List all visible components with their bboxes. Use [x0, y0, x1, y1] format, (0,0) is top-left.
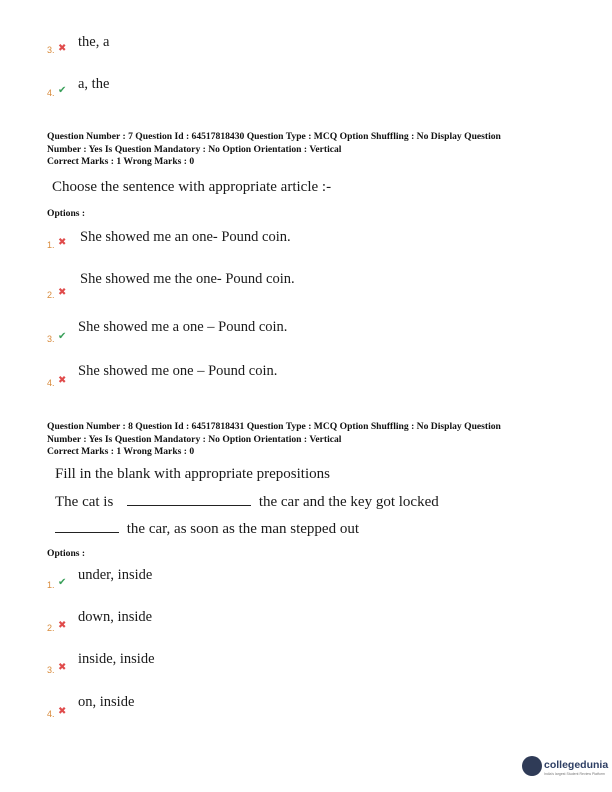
question-stem-line1: Fill in the blank with appropriate prepositions — [55, 466, 330, 482]
option-number: 1. — [47, 240, 55, 250]
option-number: 4. — [47, 709, 55, 719]
question-header — [47, 131, 567, 169]
option-text: She showed me the one- Pound coin. — [80, 271, 295, 287]
question-stem: Choose the sentence with appropriate article :- — [52, 179, 332, 195]
option-number: 2. — [47, 290, 55, 300]
wrong-icon: ✖ — [58, 620, 67, 631]
option-number: 4. — [47, 88, 55, 98]
option-text: on, inside — [78, 694, 135, 710]
option-number: 3. — [47, 665, 55, 675]
wrong-icon: ✖ — [58, 287, 67, 298]
question-stem-line2 — [55, 493, 439, 511]
question-header-line1: Question Number : 7 Question Id : 64517818430 Question Type : MCQ Option Shuffling : No Display Question — [47, 131, 501, 142]
option-text: inside, inside — [78, 651, 155, 667]
options-label: Options : — [47, 548, 86, 559]
stem-text: The cat is — [55, 494, 114, 510]
option-number: 4. — [47, 378, 55, 388]
option-number: 2. — [47, 623, 55, 633]
option-text: down, inside — [78, 609, 153, 625]
option-number: 1. — [47, 580, 55, 590]
option-number: 3. — [47, 334, 55, 344]
option-text: a, the — [78, 76, 110, 92]
collegedunia-logo — [522, 756, 608, 786]
wrong-icon: ✖ — [58, 237, 67, 248]
mascot-icon — [522, 756, 542, 776]
stem-text: the car, as soon as the man stepped out — [126, 521, 360, 537]
wrong-icon: ✖ — [58, 43, 67, 54]
question-header-line2: Number : Yes Is Question Mandatory : No Option Orientation : Vertical — [47, 433, 342, 445]
blank-line — [127, 493, 251, 506]
question-header-line2: Number : Yes Is Question Mandatory : No Option Orientation : Vertical — [47, 143, 342, 155]
option-text: under, inside — [78, 567, 153, 583]
option-number: 3. — [47, 45, 55, 55]
question-header-line1: Question Number : 8 Question Id : 64517818431 Question Type : MCQ Option Shuffling : No Display Question — [47, 421, 501, 432]
check-icon: ✔ — [58, 85, 67, 96]
option-text: She showed me one – Pound coin. — [78, 363, 278, 379]
marks-line: Correct Marks : 1 Wrong Marks : 0 — [47, 446, 195, 457]
logo-tagline: India's largest Student Review Platform — [544, 772, 605, 776]
question-header — [47, 421, 567, 459]
stem-text: the car and the key got locked — [258, 494, 439, 510]
option-text: the, a — [78, 34, 110, 50]
option-text: She showed me a one – Pound coin. — [78, 319, 288, 335]
marks-line: Correct Marks : 1 Wrong Marks : 0 — [47, 156, 195, 167]
check-icon: ✔ — [58, 331, 67, 342]
wrong-icon: ✖ — [58, 706, 67, 717]
question-stem-line3 — [55, 520, 359, 538]
wrong-icon: ✖ — [58, 375, 67, 386]
check-icon: ✔ — [58, 577, 67, 588]
blank-line — [55, 520, 119, 533]
wrong-icon: ✖ — [58, 662, 67, 673]
option-text: She showed me an one- Pound coin. — [80, 229, 291, 245]
options-label: Options : — [47, 208, 86, 219]
logo-name: collegedunia — [544, 759, 609, 771]
